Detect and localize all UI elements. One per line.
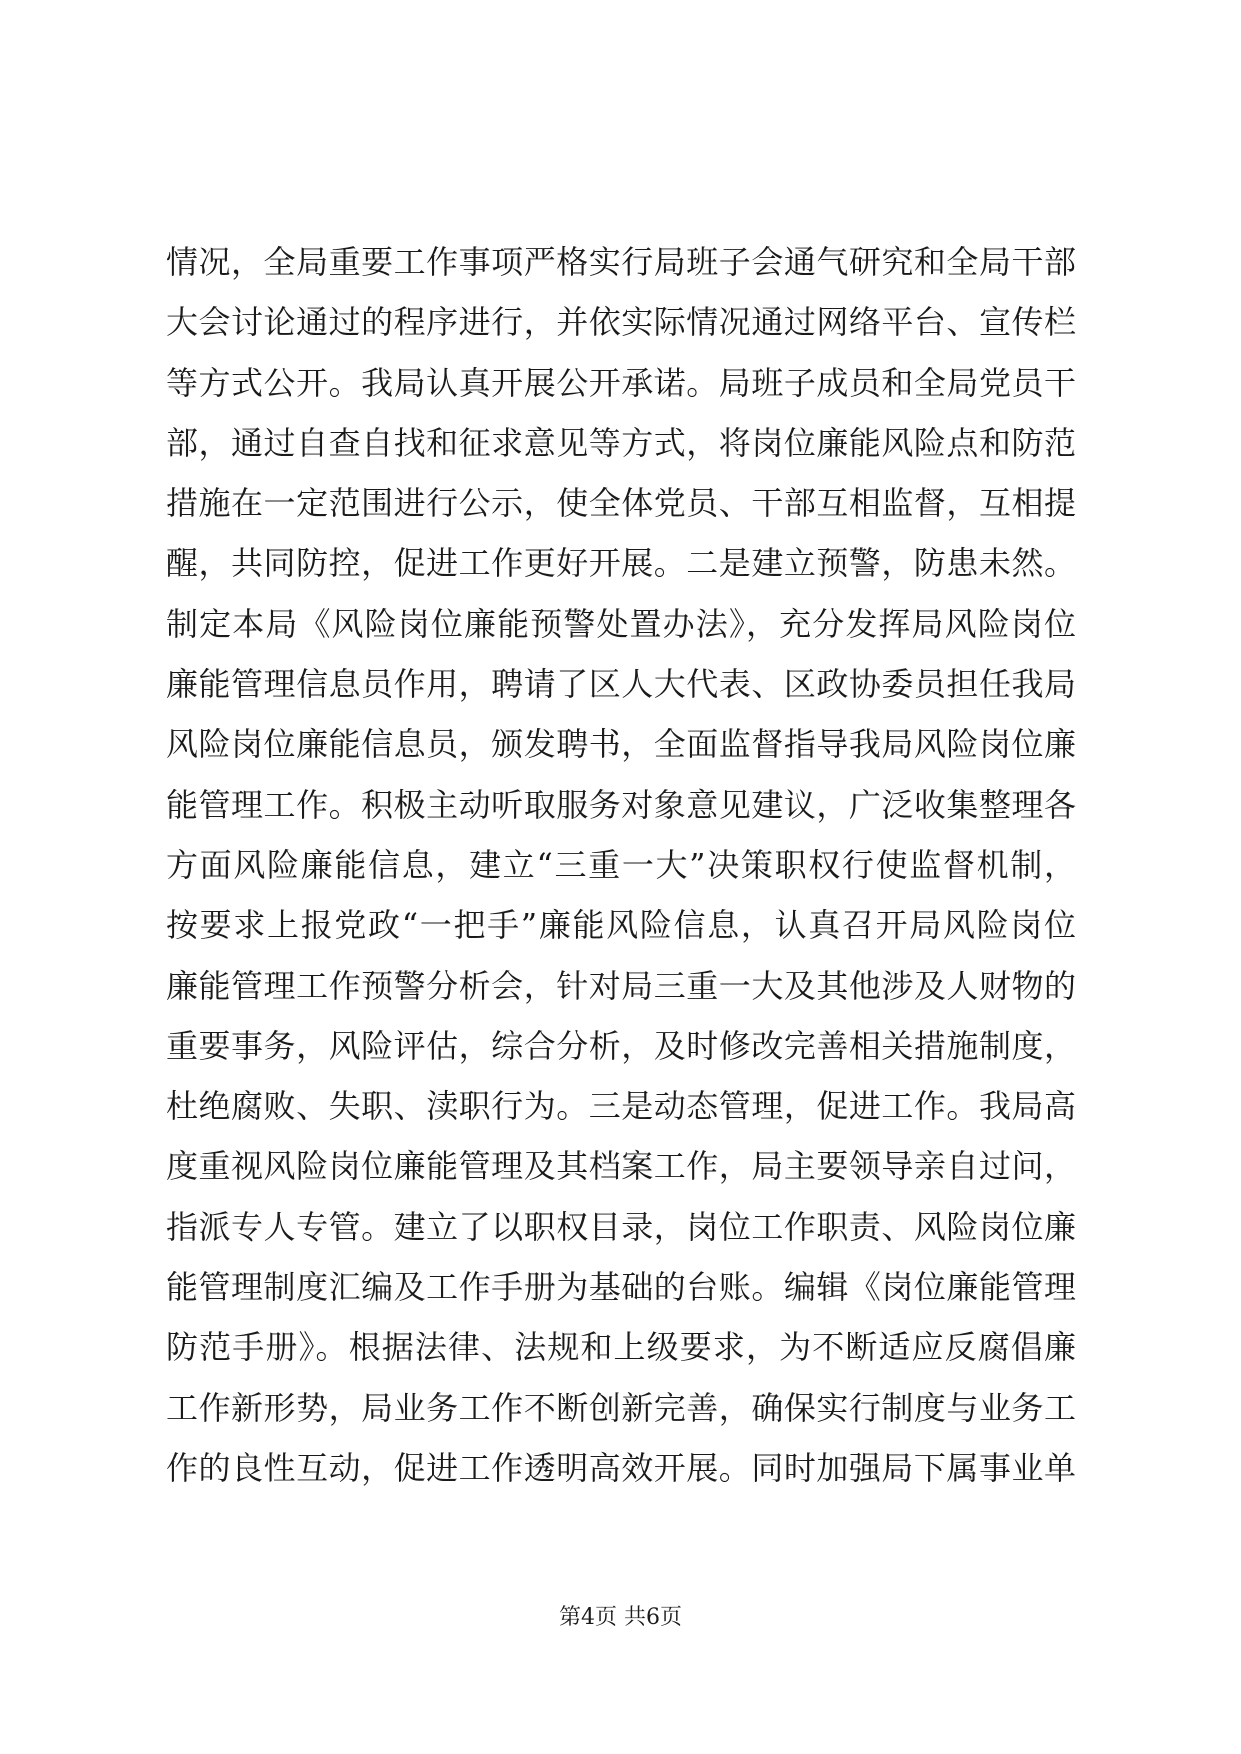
text-line: 方面风险廉能信息，建立“三重一大”决策职权行使监督机制， <box>166 845 1076 884</box>
text-line: 情况，全局重要工作事项严格实行局班子会通气研究和全局干部 <box>166 243 1076 281</box>
page-footer: 第4页 共6页 <box>559 1605 682 1630</box>
text-line: 作的良性互动，促进工作透明高效开展。同时加强局下属事业单 <box>166 1448 1076 1487</box>
text-line: 大会讨论通过的程序进行，并依实际情况通过网络平台、宣传栏 <box>166 303 1076 342</box>
text-line: 醒，共同防控，促进工作更好开展。二是建立预警，防患未然。 <box>166 544 1076 583</box>
text-line: 风险岗位廉能信息员，颁发聘书，全面监督指导我局风险岗位廉 <box>166 725 1076 764</box>
text-line: 指派专人专管。建立了以职权目录，岗位工作职责、风险岗位廉 <box>166 1207 1076 1246</box>
text-line: 等方式公开。我局认真开展公开承诺。局班子成员和全局党员干 <box>166 363 1076 402</box>
text-line: 按要求上报党政“一把手”廉能风险信息，认真召开局风险岗位 <box>166 906 1076 945</box>
body-text <box>166 232 1076 1498</box>
text-line: 杜绝腐败、失职、渎职行为。三是动态管理，促进工作。我局高 <box>166 1087 1076 1126</box>
text-line: 措施在一定范围进行公示，使全体党员、干部互相监督，互相提 <box>166 484 1076 523</box>
text-line: 制定本局《风险岗位廉能预警处置办法》，充分发挥局风险岗位 <box>166 604 1076 643</box>
text-line: 工作新形势，局业务工作不断创新完善，确保实行制度与业务工 <box>166 1388 1076 1427</box>
text-line: 部，通过自查自找和征求意见等方式，将岗位廉能风险点和防范 <box>166 423 1076 462</box>
text-line: 防范手册》。根据法律、法规和上级要求，为不断适应反腐倡廉 <box>166 1328 1076 1367</box>
text-line: 度重视风险岗位廉能管理及其档案工作，局主要领导亲自过问， <box>166 1147 1076 1186</box>
text-line: 能管理工作。积极主动听取服务对象意见建议，广泛收集整理各 <box>166 785 1076 824</box>
text-line: 能管理制度汇编及工作手册为基础的台账。编辑《岗位廉能管理 <box>166 1268 1076 1307</box>
text-line: 廉能管理信息员作用，聘请了区人大代表、区政协委员担任我局 <box>166 665 1076 704</box>
text-line: 重要事务，风险评估，综合分析，及时修改完善相关措施制度， <box>166 1026 1076 1065</box>
text-line: 廉能管理工作预警分析会，针对局三重一大及其他涉及人财物的 <box>166 966 1076 1005</box>
